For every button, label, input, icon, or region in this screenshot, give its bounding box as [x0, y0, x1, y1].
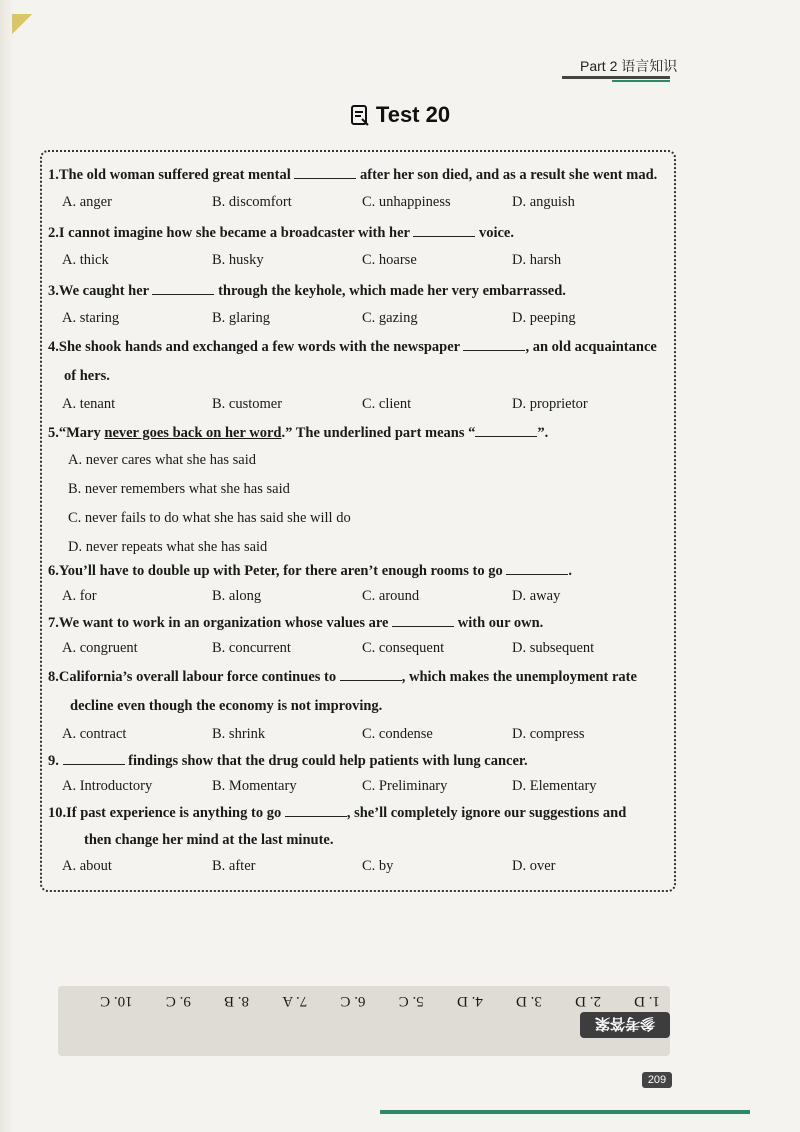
option-b[interactable]: B. husky — [212, 252, 264, 268]
answer-item: 5. C — [398, 993, 424, 1009]
option-a[interactable]: A. never cares what she has said — [68, 452, 257, 468]
answer-key — [100, 992, 660, 1009]
option-d[interactable]: D. over — [512, 858, 556, 874]
title-text: Test 20 — [375, 102, 451, 127]
question-2: 2.I cannot imagine how she became a broadcaster with her voice. — [48, 225, 514, 241]
option-a[interactable]: A. contract — [62, 726, 127, 742]
option-c[interactable]: C. by — [362, 858, 394, 874]
options-4 — [62, 396, 662, 413]
option-c[interactable]: C. never fails to do what she has said she will do — [68, 510, 351, 526]
option-b[interactable]: B. along — [212, 588, 262, 604]
question-4-continuation: of hers. — [64, 368, 110, 384]
bottom-accent-bar — [380, 1110, 750, 1114]
question-10: 10.If past experience is anything to go , she’ll completely ignore our suggestions and — [48, 805, 627, 821]
options-9 — [62, 778, 662, 795]
options-1 — [62, 194, 662, 211]
question-9: 9. findings show that the drug could help patients with lung cancer. — [48, 753, 528, 769]
option-d[interactable]: D. proprietor — [512, 396, 588, 412]
option-a[interactable]: A. Introductory — [62, 778, 153, 794]
corner-decoration — [12, 14, 40, 36]
option-b[interactable]: B. shrink — [212, 726, 266, 742]
option-d[interactable]: D. compress — [512, 726, 585, 742]
page-number: 209 — [642, 1072, 672, 1088]
answer-blank[interactable] — [475, 424, 537, 437]
question-8: 8.California’s overall labour force continues to , which makes the unemployment rate — [48, 669, 637, 685]
answer-item: 8. B — [224, 993, 250, 1009]
question-4: 4.She shook hands and exchanged a few words with the newspaper , an old acquaintance — [48, 339, 657, 355]
header-rule — [562, 76, 670, 79]
option-d[interactable]: D. peeping — [512, 310, 576, 326]
option-b[interactable]: B. discomfort — [212, 194, 292, 210]
options-6 — [62, 588, 662, 605]
question-10-continuation: then change her mind at the last minute. — [84, 832, 334, 848]
underlined-phrase: never goes back on her word — [104, 425, 282, 441]
option-d[interactable]: D. away — [512, 588, 561, 604]
option-c[interactable]: C. Preliminary — [362, 778, 448, 794]
answer-item: 3. D — [516, 993, 542, 1009]
answer-item: 1. D — [634, 993, 660, 1009]
option-a[interactable]: A. congruent — [62, 640, 138, 656]
option-b[interactable]: B. never remembers what she has said — [68, 481, 290, 497]
option-a[interactable]: A. thick — [62, 252, 109, 268]
option-d[interactable]: D. harsh — [512, 252, 562, 268]
option-c[interactable]: C. client — [362, 396, 412, 412]
page-edge — [0, 0, 14, 1132]
answer-blank[interactable] — [506, 562, 568, 575]
options-2 — [62, 252, 662, 269]
answer-key-label: 参考答案 — [580, 1012, 670, 1038]
answer-blank[interactable] — [340, 668, 402, 681]
options-7 — [62, 640, 662, 657]
answer-item: 2. D — [575, 993, 601, 1009]
answer-item: 9. C — [165, 993, 191, 1009]
answer-item: 6. C — [340, 993, 366, 1009]
option-b[interactable]: B. after — [212, 858, 256, 874]
option-a[interactable]: A. about — [62, 858, 112, 874]
option-c[interactable]: C. unhappiness — [362, 194, 451, 210]
answer-blank[interactable] — [294, 166, 356, 179]
option-a[interactable]: A. tenant — [62, 396, 116, 412]
option-d[interactable]: D. never repeats what she has said — [68, 539, 268, 555]
question-6: 6.You’ll have to double up with Peter, for there aren’t enough rooms to go . — [48, 563, 572, 579]
page-title — [300, 102, 500, 128]
options-3 — [62, 310, 662, 327]
question-5: 5.“Mary never goes back on her word.” The underlined part means “ ”. — [48, 425, 549, 441]
option-b[interactable]: B. customer — [212, 396, 283, 412]
options-8 — [62, 726, 662, 743]
header-accent-rule — [612, 80, 670, 82]
option-b[interactable]: B. concurrent — [212, 640, 291, 656]
options-10 — [62, 858, 662, 875]
question-1: 1.The old woman suffered great mental after her son died, and as a result she went mad. — [48, 167, 658, 183]
option-a[interactable]: A. staring — [62, 310, 120, 326]
answer-blank[interactable] — [392, 614, 454, 627]
option-b[interactable]: B. glaring — [212, 310, 270, 326]
option-c[interactable]: C. hoarse — [362, 252, 417, 268]
question-7: 7.We want to work in an organization whose values are with our own. — [48, 615, 544, 631]
answer-blank[interactable] — [285, 804, 347, 817]
section-header: Part 2 语言知识 — [580, 58, 678, 74]
document-icon — [350, 104, 370, 126]
option-d[interactable]: D. Elementary — [512, 778, 597, 794]
option-c[interactable]: C. gazing — [362, 310, 418, 326]
answer-blank[interactable] — [413, 224, 475, 237]
option-c[interactable]: C. condense — [362, 726, 433, 742]
option-d[interactable]: D. anguish — [512, 194, 575, 210]
answer-item: 10. C — [100, 993, 133, 1009]
answer-blank[interactable] — [63, 752, 125, 765]
option-b[interactable]: B. Momentary — [212, 778, 297, 794]
question-8-continuation: decline even though the economy is not improving. — [70, 698, 383, 714]
question-3: 3.We caught her through the keyhole, which made her very embarrassed. — [48, 283, 566, 299]
option-d[interactable]: D. subsequent — [512, 640, 595, 656]
option-c[interactable]: C. around — [362, 588, 420, 604]
answer-blank[interactable] — [152, 282, 214, 295]
option-a[interactable]: A. for — [62, 588, 97, 604]
answer-blank[interactable] — [463, 338, 525, 351]
answer-item: 7. A — [282, 993, 308, 1009]
option-a[interactable]: A. anger — [62, 194, 112, 210]
option-c[interactable]: C. consequent — [362, 640, 445, 656]
answer-item: 4. D — [456, 993, 483, 1009]
